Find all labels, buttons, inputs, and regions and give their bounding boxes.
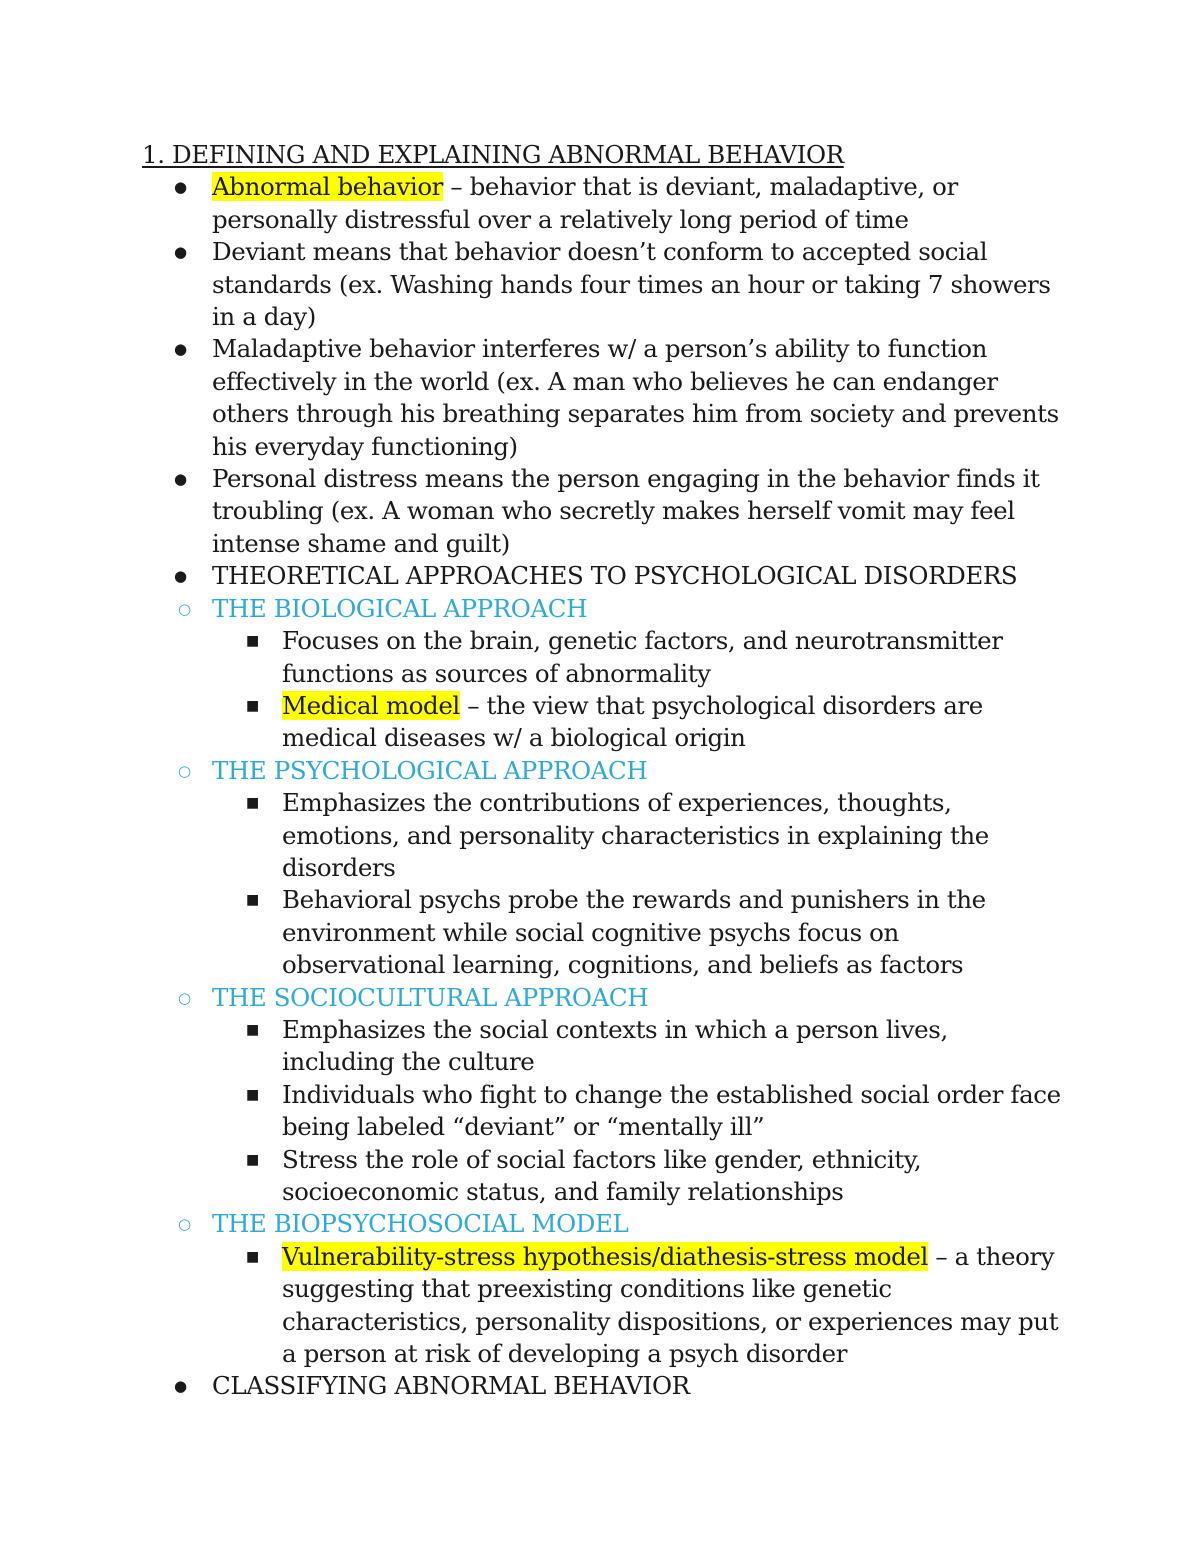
bullet-circle-icon: ○ (178, 761, 191, 780)
approach-point (72, 1144, 1067, 1209)
bullet-square-icon: ■ (246, 892, 259, 909)
approach-point (72, 787, 1067, 884)
point-text: Emphasizes the social contexts in which a person lives, including the culture (282, 1014, 948, 1077)
point-text: Stress the role of social factors like gender, ethnicity, socioeconomic status, and family relationships (282, 1144, 922, 1206)
point-text: – a theory suggesting that preexisting conditions like genetic characteristics, personality dispositions, or experiences may put a person at risk of developing a psych disorder (282, 1241, 1059, 1369)
list-item (142, 171, 1067, 236)
list-item (142, 333, 1067, 463)
bullet-disc-icon: ● (174, 1377, 187, 1396)
notes-body (142, 139, 1067, 1403)
bullet-square-icon: ■ (246, 795, 259, 812)
approach-point (72, 625, 1067, 690)
item-text: – behavior that is deviant, maladaptive, or personally distressful over a relatively long period of time (212, 172, 958, 234)
point-text: Behavioral psychs probe the rewards and punishers in the environment while social cognitive psychs focus on observational learning, cognitions, and beliefs as factors (282, 885, 986, 980)
section-heading: 1. DEFINING AND EXPLAINING ABNORMAL BEHAVIOR (142, 140, 844, 169)
item-text: Maladaptive behavior interferes w/ a person’s ability to function effectively in the world (ex. A man who believes he can endanger others through his breathing separates him from society and prevents his everyday functioning) (212, 334, 1059, 461)
point-text: Emphasizes the contributions of experiences, thoughts, emotions, and personality characteristics in explaining the disorders (282, 788, 989, 882)
approach-point (72, 1079, 1067, 1144)
highlighted-term: Vulnerability-stress hypothesis/diathesis-stress model (282, 1241, 928, 1271)
highlighted-term: Medical model (282, 690, 460, 720)
bullet-disc-icon: ● (174, 567, 187, 586)
bullet-circle-icon: ○ (178, 599, 191, 618)
item-text: THEORETICAL APPROACHES TO PSYCHOLOGICAL DISORDERS (212, 561, 1018, 591)
approach-title: THE BIOPSYCHOSOCIAL MODEL (212, 1209, 629, 1239)
bullet-disc-icon: ● (174, 470, 187, 489)
bullet-square-icon: ■ (246, 1151, 259, 1168)
highlighted-term: Abnormal behavior (212, 172, 443, 202)
list-item (142, 560, 1067, 592)
approach-heading-item (72, 982, 1067, 1014)
list-item (142, 236, 1067, 333)
bullet-disc-icon: ● (174, 340, 187, 359)
approach-point (72, 690, 1067, 755)
approach-heading-item (72, 755, 1067, 787)
approach-title: THE BIOLOGICAL APPROACH (212, 593, 588, 623)
bullet-square-icon: ■ (246, 697, 259, 714)
bullet-square-icon: ■ (246, 633, 259, 650)
approach-title: THE SOCIOCULTURAL APPROACH (212, 982, 649, 1012)
bullet-square-icon: ■ (246, 1086, 259, 1103)
point-text: Focuses on the brain, genetic factors, and neurotransmitter functions as sources of abnormality (282, 626, 1003, 688)
approach-point (72, 1241, 1067, 1371)
item-text: CLASSIFYING ABNORMAL BEHAVIOR (212, 1371, 690, 1401)
bullet-disc-icon: ● (174, 243, 187, 262)
approach-point (72, 1014, 1067, 1079)
bullet-circle-icon: ○ (178, 1215, 191, 1234)
list-item (142, 463, 1067, 560)
bullet-square-icon: ■ (246, 1021, 259, 1038)
bullet-circle-icon: ○ (178, 988, 191, 1007)
item-text: Personal distress means the person engaging in the behavior finds it troubling (ex. A woman who secretly makes herself vomit may feel intense shame and guilt) (212, 464, 1040, 558)
point-text: – the view that psychological disorders are medical diseases w/ a biological origin (282, 690, 983, 753)
bullet-square-icon: ■ (246, 1248, 259, 1265)
bullet-disc-icon: ● (174, 178, 187, 197)
point-text: Individuals who fight to change the established social order face being labeled “deviant” or “mentally ill” (282, 1079, 1061, 1142)
approach-heading-item (72, 1208, 1067, 1240)
approach-heading-item (72, 593, 1067, 625)
main-list (142, 171, 1067, 1402)
approach-title: THE PSYCHOLOGICAL APPROACH (212, 755, 648, 785)
item-text: Deviant means that behavior doesn’t conform to accepted social standards (ex. Washing hands four times an hour or taking 7 showers in a day) (212, 237, 1051, 332)
list-item (142, 1370, 1067, 1402)
approach-point (72, 884, 1067, 981)
